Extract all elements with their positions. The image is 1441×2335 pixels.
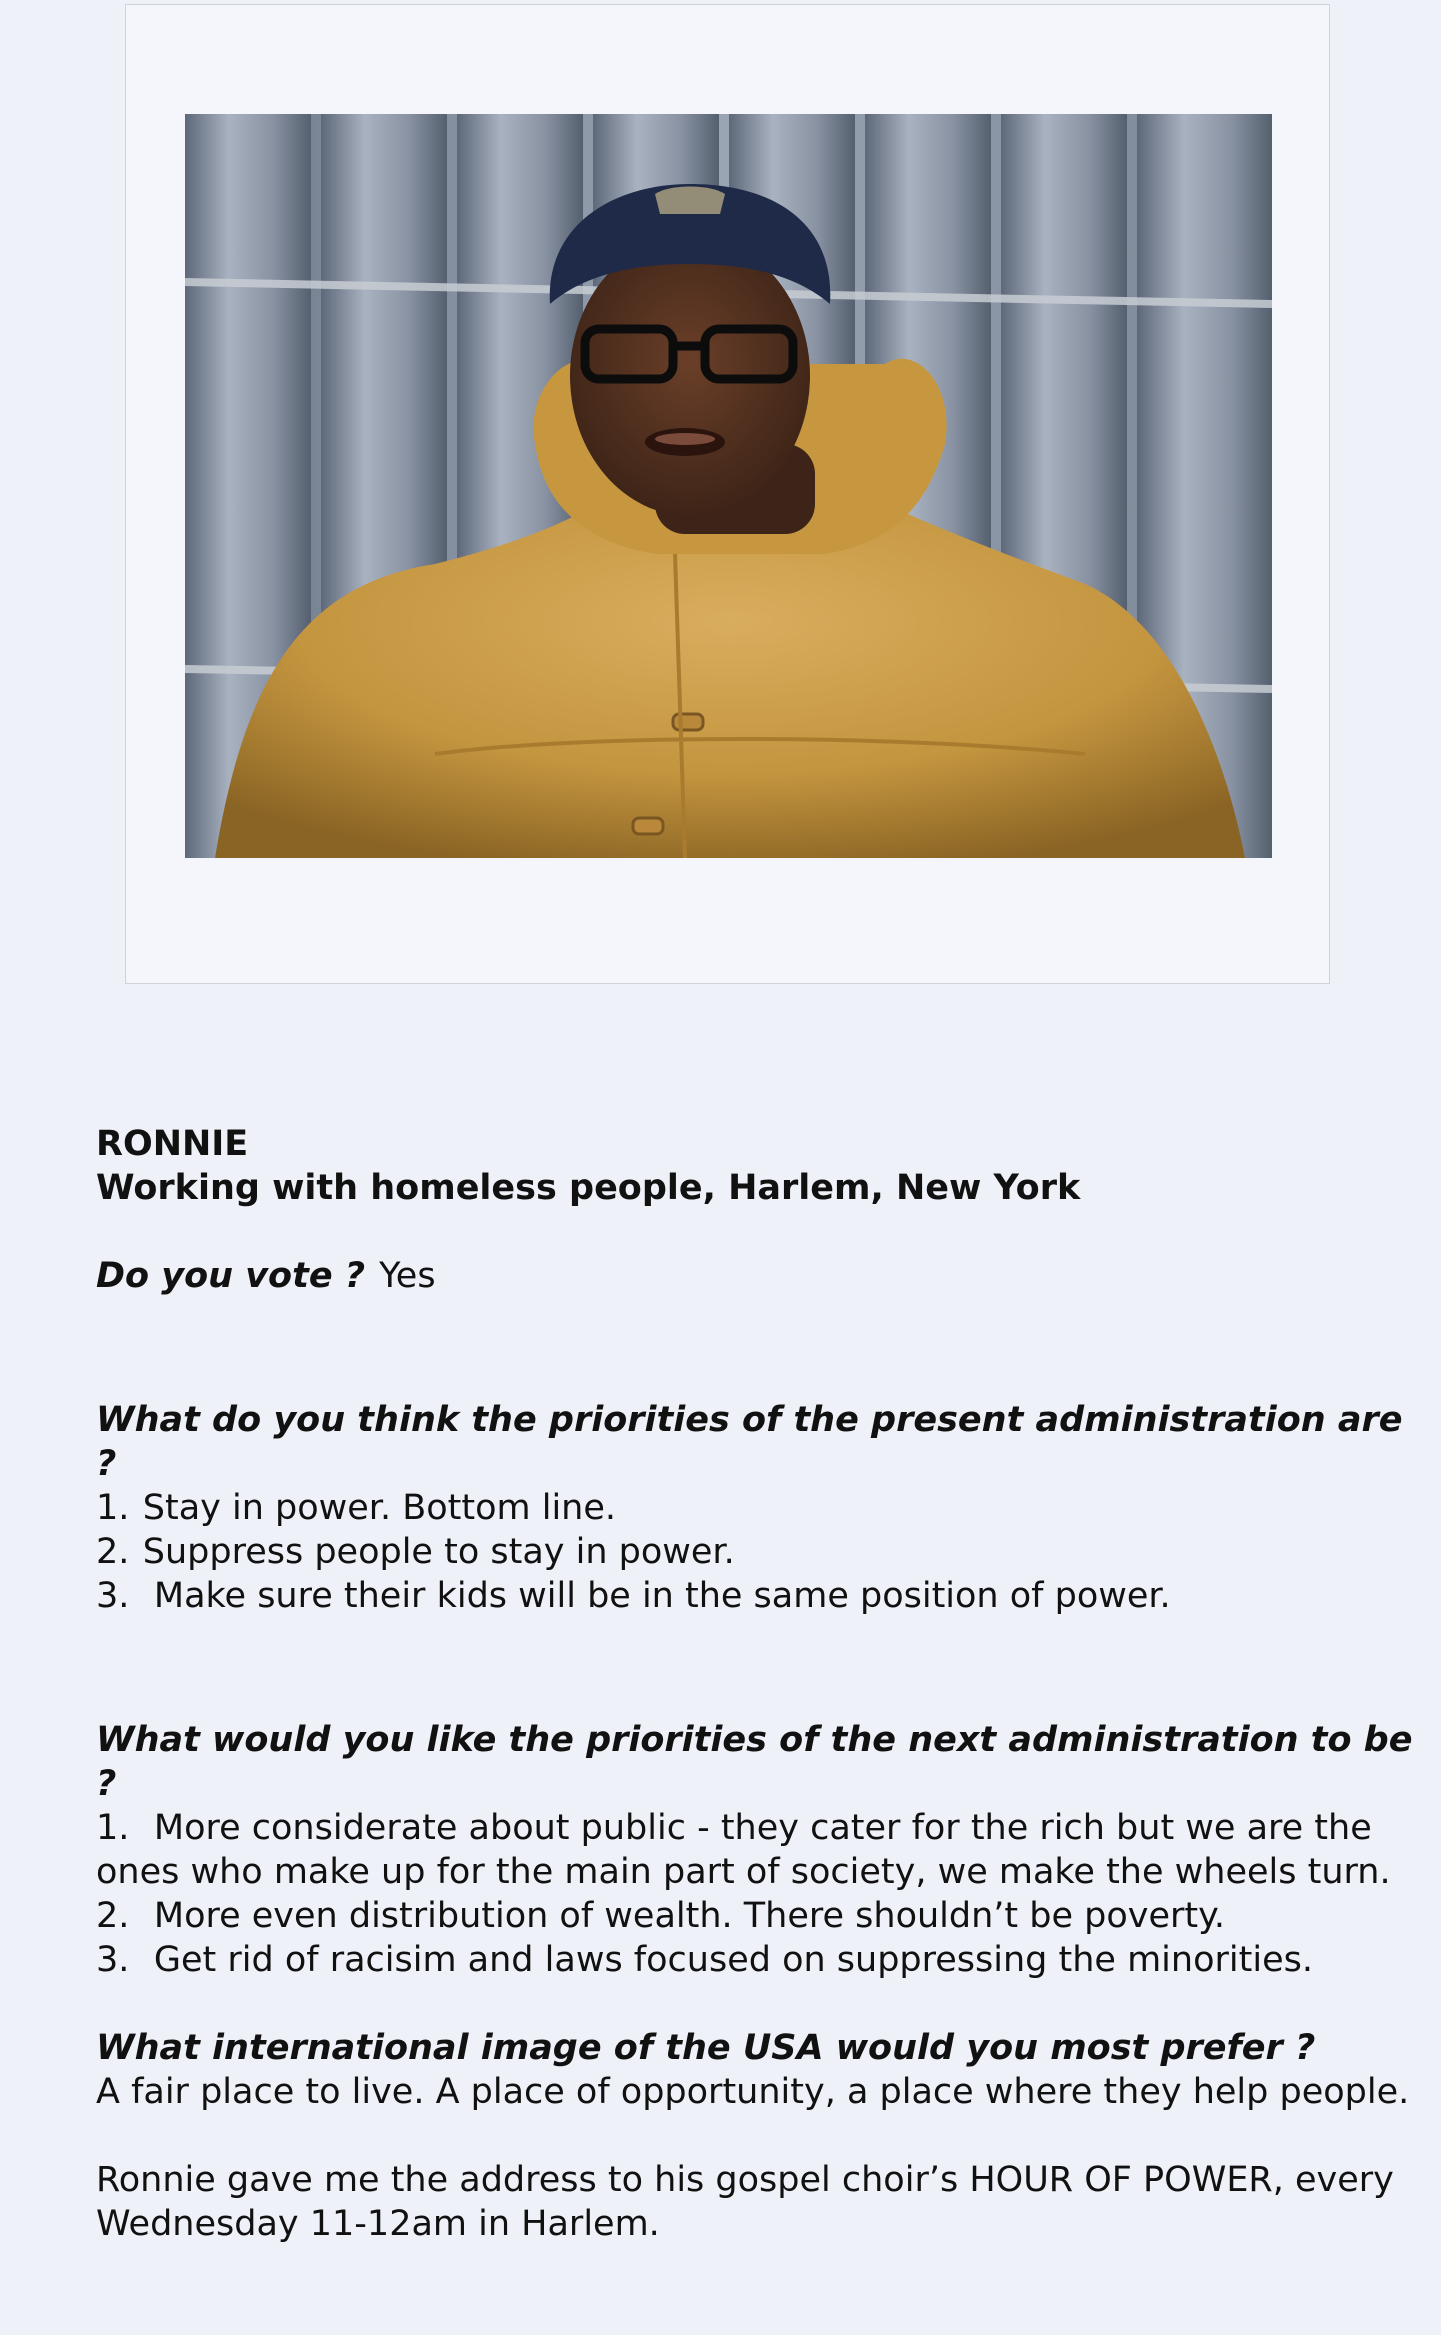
list-item: 2. Suppress people to stay in power. xyxy=(96,1532,735,1572)
subject-name: RONNIE xyxy=(96,1124,249,1164)
list-item: 1. Stay in power. Bottom line. xyxy=(96,1488,617,1528)
present-priorities-question: What do you think the priorities of the present administration are ? xyxy=(96,1400,1403,1484)
spacer xyxy=(96,1982,1426,2026)
list-item: 1. More considerate about public - they cater for the rich but we are the ones who make up for the main part of society, we make the wheels turn. xyxy=(96,1808,1391,1892)
international-image-answer: A fair place to live. A place of opportunity, a place where they help people. xyxy=(96,2072,1410,2112)
vote-question: Do you vote ? xyxy=(96,1256,366,1296)
interview-text xyxy=(96,1122,1426,2246)
list-item: 3. Make sure their kids will be in the same position of power. xyxy=(96,1576,1171,1616)
list-item: 2. More even distribution of wealth. There shouldn’t be poverty. xyxy=(96,1896,1225,1936)
vote-answer: Yes xyxy=(379,1256,436,1296)
spacer xyxy=(96,1298,1426,1398)
closing-note: Ronnie gave me the address to his gospel choir’s HOUR OF POWER, every Wednesday 11-12am in Harlem. xyxy=(96,2160,1394,2244)
spacer xyxy=(96,1618,1426,1718)
spacer xyxy=(96,2114,1426,2158)
next-priorities-question: What would you like the priorities of the next administration to be ? xyxy=(96,1720,1413,1804)
subject-occupation: Working with homeless people, Harlem, New York xyxy=(96,1168,1081,1208)
portrait-photo xyxy=(185,114,1272,858)
spacer xyxy=(96,1210,1426,1254)
vote-line xyxy=(96,1254,1426,1298)
list-item: 3. Get rid of racisim and laws focused on suppressing the minorities. xyxy=(96,1940,1313,1980)
international-image-question: What international image of the USA would you most prefer ? xyxy=(96,2028,1316,2068)
